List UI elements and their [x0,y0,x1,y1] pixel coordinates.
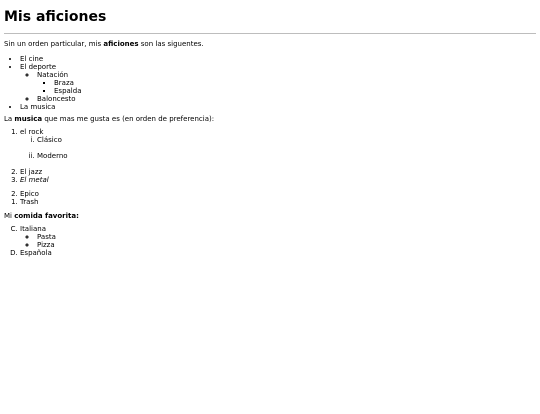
italian-dishes-list [20,233,536,249]
title-divider [4,33,536,34]
swim-item-espalda: ▪ Espalda [54,87,536,95]
document-page [0,9,540,257]
sport-item-baloncesto: ◦ Baloncesto [37,95,536,103]
food-intro-bold: comida favorita: [14,212,79,220]
metal-item-trash: 1. Trash [20,198,536,206]
music-list [4,128,536,184]
page-title: Mis aficiones [4,9,107,25]
food-list [4,225,536,257]
music-item-rock [20,128,536,160]
intro-text-end: son las siguentes. [138,40,204,48]
intro-paragraph [4,40,536,49]
intro-text-start: Sin un orden particular, mis [4,40,104,48]
food-intro-start: Mi [4,212,15,220]
hobby-item-cine: • El cine [20,55,536,63]
sport-label-natacion: Natación [37,71,69,79]
swim-item-braza: ▪ Braza [54,79,536,87]
sports-list [20,71,536,103]
dish-item-pasta: ◦ Pasta [37,233,536,241]
food-label-italiana: Italiana [20,225,47,233]
rock-subgenres-list [20,136,536,160]
food-intro-paragraph [4,212,536,221]
dish-item-pizza: ◦ Pizza [37,241,536,249]
metal-item-epico: 2. Epico [20,190,536,198]
music-intro-end: que mas me gusta es (en orden de preferencia): [42,115,215,123]
music-item-metal [20,176,536,184]
hobby-label-deporte: El deporte [20,63,56,71]
intro-bold-word: aficiones [103,40,139,48]
hobby-item-musica: • La musica [20,103,536,111]
sport-item-natacion [37,71,536,95]
rock-item-moderno: ii. Moderno [37,152,536,160]
music-label-metal: El metal [20,176,49,184]
hobby-item-deporte [20,63,536,103]
music-label-rock: el rock [20,128,44,136]
hobbies-list [4,55,536,111]
music-intro-paragraph [4,115,536,124]
rock-item-clasico: i. Clásico [37,136,536,144]
music-intro-start: La [4,115,15,123]
food-item-espanola: D. Española [20,249,536,257]
food-item-italiana [20,225,536,249]
music-intro-bold: musica [14,115,43,123]
metal-subgenres-list [4,190,536,206]
swim-styles-list [37,79,536,95]
music-item-jazz: 2. El jazz [20,168,536,176]
